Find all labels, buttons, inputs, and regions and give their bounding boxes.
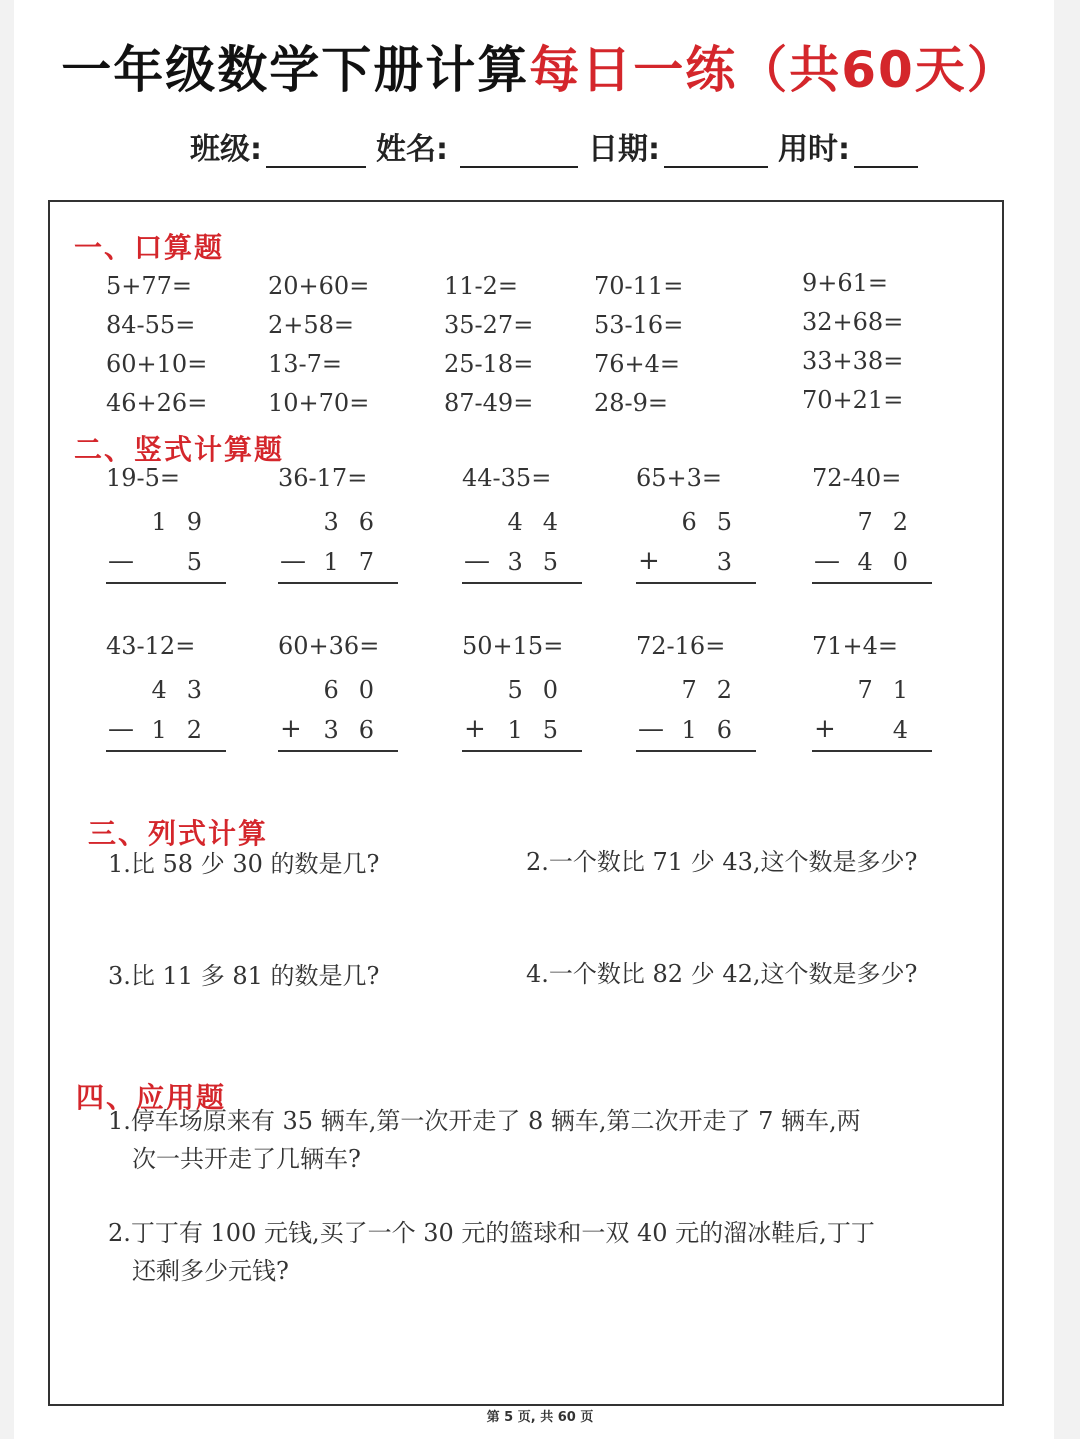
oral-problem: 2+58= [268,311,355,339]
oral-problem: 33+38= [802,347,904,375]
vertical-answer-line [278,582,398,584]
vertical-answer-line [462,582,582,584]
vertical-operator: + [280,714,302,744]
page-title [0,30,1080,102]
oral-problem: 87-49= [444,389,534,417]
vertical-bottom-number: 36 [323,716,394,744]
vertical-top-number: 65 [681,508,752,536]
vertical-problem-label: 71+4= [812,632,899,660]
date-field [588,124,768,168]
vertical-answer-line [278,750,398,752]
vertical-problem-label: 72-16= [636,632,726,660]
oral-problem: 76+4= [594,350,681,378]
section-oral-title: 一、口算题 [74,231,225,264]
vertical-problem-label: 65+3= [636,464,723,492]
oral-problem: 35-27= [444,311,534,339]
class-field [190,124,366,168]
date-blank [664,138,768,168]
vertical-operator: — [280,546,306,576]
application-problem-2-line1: 2.丁丁有 100 元钱,买了一个 30 元的篮球和一双 40 元的溜冰鞋后,丁丁 [108,1219,875,1247]
equation-item-3: 3.比 11 多 81 的数是几? [108,962,380,990]
oral-problem: 9+61= [802,269,889,297]
vertical-operator: + [638,546,660,576]
oral-problem: 53-16= [594,311,684,339]
oral-problem: 32+68= [802,308,904,336]
oral-problem: 70-11= [594,272,684,300]
oral-problem: 20+60= [268,272,370,300]
oral-problem: 10+70= [268,389,370,417]
vertical-operator: — [814,546,840,576]
oral-problem: 25-18= [444,350,534,378]
vertical-operator: + [464,714,486,744]
vertical-bottom-number: 15 [507,716,578,744]
time-blank [854,138,918,168]
application-problem-1-line1: 1.停车场原来有 35 辆车,第一次开走了 8 辆车,第二次开走了 7 辆车,两 [108,1107,861,1135]
application-problem-1-line2: 次一共开走了几辆车? [132,1145,361,1173]
section-equation-title: 三、列式计算 [88,817,269,850]
vertical-bottom-number: 4 [892,716,928,744]
vertical-top-number: 19 [151,508,222,536]
oral-problem: 5+77= [106,272,193,300]
oral-problem: 60+10= [106,350,208,378]
equation-item-4: 4.一个数比 82 少 42,这个数是多少? [526,960,918,988]
class-blank [266,138,366,168]
name-label: 姓名: [376,132,448,167]
vertical-answer-line [812,750,932,752]
vertical-top-number: 60 [323,676,394,704]
vertical-operator: — [108,546,134,576]
vertical-top-number: 71 [857,676,928,704]
oral-problem: 11-2= [444,272,519,300]
application-problem-1 [108,1102,861,1178]
application-problem-2 [108,1214,875,1290]
student-info-fields [190,124,928,168]
vertical-top-number: 72 [681,676,752,704]
vertical-top-number: 36 [323,508,394,536]
equation-item-1: 1.比 58 少 30 的数是几? [108,850,380,878]
application-problem-2-line2: 还剩多少元钱? [132,1257,289,1285]
section-vertical-title: 二、竖式计算题 [74,433,285,466]
vertical-answer-line [812,582,932,584]
vertical-bottom-number: 5 [186,548,222,576]
oral-problem: 70+21= [802,386,904,414]
vertical-answer-line [106,750,226,752]
vertical-answer-line [462,750,582,752]
name-blank [460,138,578,168]
vertical-problem-label: 72-40= [812,464,902,492]
vertical-problem-label: 36-17= [278,464,368,492]
vertical-top-number: 43 [151,676,222,704]
vertical-top-number: 44 [507,508,578,536]
vertical-bottom-number: 16 [681,716,752,744]
vertical-answer-line [636,582,756,584]
vertical-bottom-number: 3 [716,548,752,576]
title-main: 一年级数学下册计算 [61,41,530,99]
vertical-problem-label: 19-5= [106,464,181,492]
page-footer: 第 5 页, 共 60 页 [486,1410,594,1425]
date-label: 日期: [588,132,660,167]
time-label: 用时: [778,132,850,167]
vertical-operator: — [108,714,134,744]
oral-problem: 84-55= [106,311,196,339]
section-application-title: 四、应用题 [76,1081,227,1114]
vertical-problem-label: 43-12= [106,632,196,660]
time-field [778,124,918,168]
vertical-problem-label: 60+36= [278,632,380,660]
vertical-top-number: 50 [507,676,578,704]
name-field [376,124,578,168]
vertical-answer-line [636,750,756,752]
vertical-bottom-number: 35 [507,548,578,576]
vertical-bottom-number: 40 [857,548,928,576]
class-label: 班级: [190,132,262,167]
oral-problem: 28-9= [594,389,669,417]
vertical-top-number: 72 [857,508,928,536]
vertical-problem-label: 50+15= [462,632,564,660]
vertical-answer-line [106,582,226,584]
vertical-operator: — [638,714,664,744]
vertical-operator: + [814,714,836,744]
oral-problem: 46+26= [106,389,208,417]
vertical-problem-label: 44-35= [462,464,552,492]
title-highlight: 每日一练（共60天） [529,41,1019,99]
vertical-bottom-number: 17 [323,548,394,576]
vertical-bottom-number: 12 [151,716,222,744]
oral-problem: 13-7= [268,350,343,378]
equation-item-2: 2.一个数比 71 少 43,这个数是多少? [526,848,918,876]
vertical-operator: — [464,546,490,576]
